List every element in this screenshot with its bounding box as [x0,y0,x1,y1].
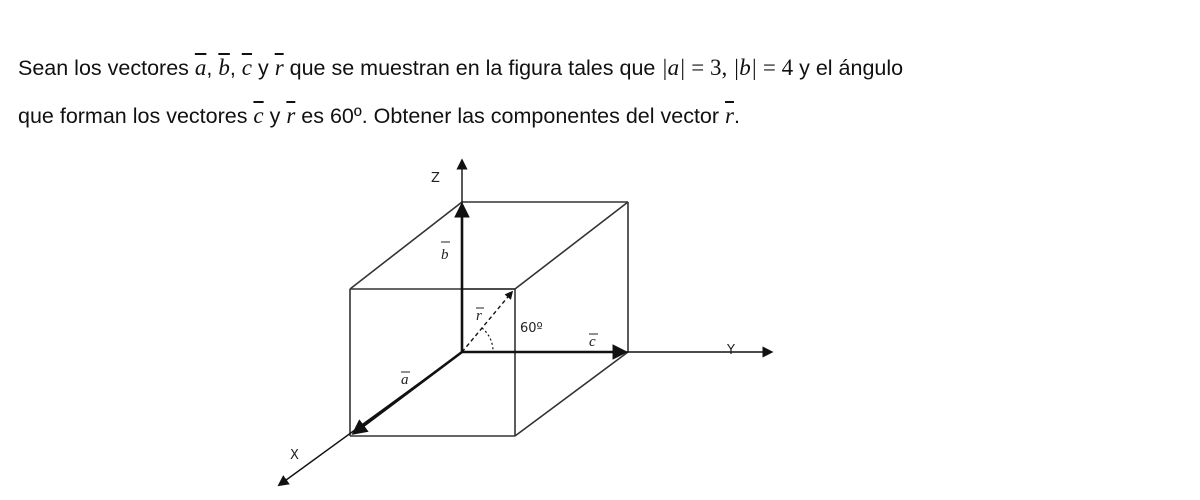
text-fragment: y el ángulo [793,56,904,80]
vector-c-symbol: $\overline{c}$ [253,103,264,128]
axis-x-label: X [290,448,299,463]
text-fragment: que se muestran en la figura tales que [283,56,662,80]
vector-a-label: a [401,372,409,388]
vector-a-arrow [354,352,462,433]
vector-c-symbol: $\overline{c}$ [241,55,252,80]
vector-r-label: r [476,308,482,324]
vector-b-symbol: $\overline{b}$ [218,55,230,80]
vector-r-symbol: $\overline{r}$ [286,103,296,128]
vector-r-symbol: $\overline{r}$ [274,55,284,80]
text-fragment: , [229,56,242,80]
axis-y-label: Y [727,343,735,358]
text-fragment: es 60º. Obtener las componentes del vector [295,104,726,128]
angle-arc [482,328,493,352]
magnitude-a-value: = 3, [685,55,733,80]
text-fragment: Sean los vectores [18,56,195,80]
vector-b-label: b [441,247,449,263]
text-fragment: , [206,56,219,80]
cube-edge [350,202,462,289]
vector-r-symbol: $\overline{r}$ [725,103,734,128]
vector-c-label: c [589,334,596,350]
magnitude-b-value: = 4 [757,55,794,80]
text-fragment: y [252,56,275,80]
axis-z-label: Z [431,171,440,186]
magnitude-a: |a| [661,55,686,80]
text-fragment: . [733,104,740,128]
cube-edge [515,202,628,289]
vector-r-arrow [462,292,512,352]
cube-edge [515,352,628,436]
text-fragment: que forman los vectores [18,104,254,128]
magnitude-b: |b| [732,55,758,80]
angle-label: 60º [520,321,543,336]
vector-a-symbol: $\overline{a}$ [194,55,207,80]
text-fragment: y [263,104,287,128]
